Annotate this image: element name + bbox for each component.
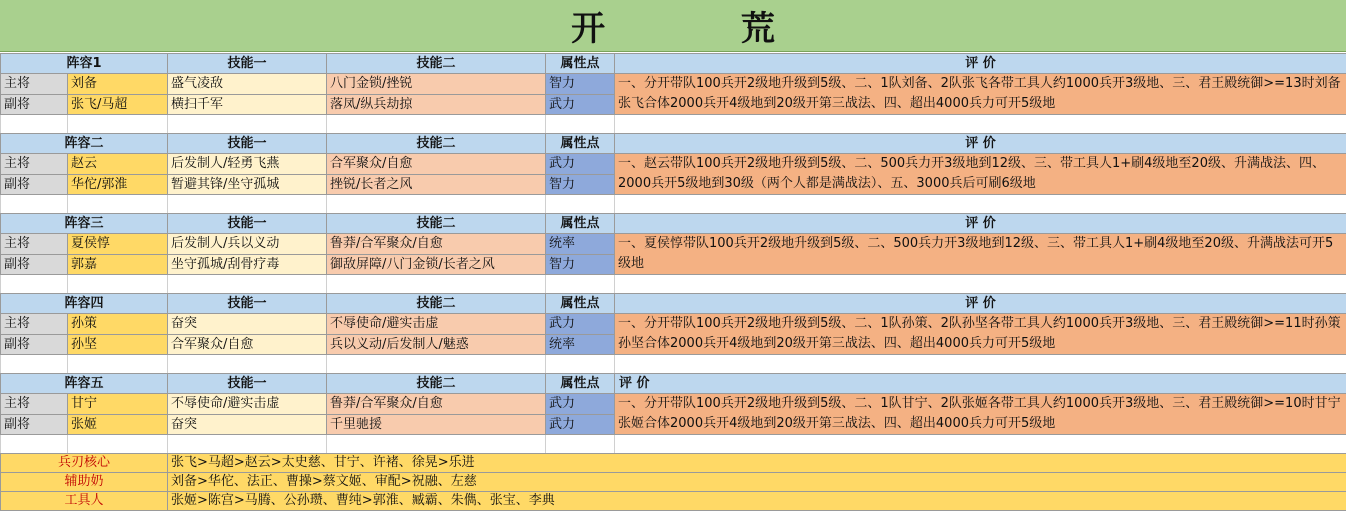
skill2-cell[interactable]: 合军聚众/自愈 xyxy=(327,154,546,175)
role-cell[interactable]: 副将 xyxy=(1,254,68,275)
empty-cell[interactable] xyxy=(327,275,546,294)
empty-cell[interactable] xyxy=(68,355,168,374)
empty-cell[interactable] xyxy=(615,355,1346,374)
lineup-name[interactable]: 阵容三 xyxy=(1,214,168,234)
empty-cell[interactable] xyxy=(168,355,327,374)
skill1-cell[interactable]: 横扫千军 xyxy=(168,94,327,115)
category-label[interactable]: 辅助奶 xyxy=(1,473,168,492)
spacer-row xyxy=(1,195,1346,214)
skill1-cell[interactable]: 合军聚众/自愈 xyxy=(168,334,327,355)
empty-cell[interactable] xyxy=(168,435,327,454)
attr-header[interactable]: 属性点 xyxy=(546,374,615,394)
lineup-name[interactable]: 阵容五 xyxy=(1,374,168,394)
attr-cell[interactable]: 智力 xyxy=(546,254,615,275)
empty-cell[interactable] xyxy=(327,355,546,374)
attr-header[interactable]: 属性点 xyxy=(546,134,615,154)
skill1-cell[interactable]: 不辱使命/避实击虚 xyxy=(168,394,327,415)
category-label[interactable]: 工具人 xyxy=(1,492,168,511)
general-row xyxy=(1,154,1346,175)
empty-cell[interactable] xyxy=(1,195,68,214)
attr-cell[interactable]: 武力 xyxy=(546,314,615,335)
skill1-cell[interactable]: 暂避其锋/坐守孤城 xyxy=(168,174,327,195)
attr-cell[interactable]: 统率 xyxy=(546,334,615,355)
role-cell[interactable]: 副将 xyxy=(1,94,68,115)
general-cell[interactable]: 夏侯惇 xyxy=(68,234,168,255)
category-value[interactable]: 刘备>华佗、法正、曹操>蔡文姬、审配>祝融、左慈 xyxy=(168,473,1346,492)
empty-cell[interactable] xyxy=(1,355,68,374)
role-cell[interactable]: 主将 xyxy=(1,234,68,255)
empty-cell[interactable] xyxy=(615,115,1346,134)
sheet-title: 开 荒 xyxy=(0,0,1346,52)
empty-cell[interactable] xyxy=(68,115,168,134)
role-cell[interactable]: 主将 xyxy=(1,74,68,95)
category-row xyxy=(1,454,1346,473)
skill1-header[interactable]: 技能一 xyxy=(168,134,327,154)
skill1-cell[interactable]: 坐守孤城/刮骨疗毒 xyxy=(168,254,327,275)
skill1-header[interactable]: 技能一 xyxy=(168,54,327,74)
category-row xyxy=(1,492,1346,511)
lineup-header-row xyxy=(1,294,1346,314)
lineup-header-row xyxy=(1,214,1346,234)
empty-cell[interactable] xyxy=(327,435,546,454)
general-cell[interactable]: 刘备 xyxy=(68,74,168,95)
empty-cell[interactable] xyxy=(1,115,68,134)
spacer-row xyxy=(1,115,1346,134)
eval-header[interactable]: 评 价 xyxy=(615,374,1346,394)
lineup-header-row xyxy=(1,374,1346,394)
empty-cell[interactable] xyxy=(168,275,327,294)
attr-header[interactable]: 属性点 xyxy=(546,294,615,314)
empty-cell[interactable] xyxy=(68,275,168,294)
skill2-cell[interactable]: 御敌屏障/八门金锁/长者之风 xyxy=(327,254,546,275)
lineup-table xyxy=(0,53,1346,511)
general-cell[interactable]: 张姬 xyxy=(68,414,168,435)
skill2-cell[interactable]: 八门金锁/挫锐 xyxy=(327,74,546,95)
spacer-row xyxy=(1,275,1346,294)
eval-cell[interactable]: 一、分开带队100兵开2级地升级到5级、二、1队孙策、2队孙坚各带工具人约1000兵开3级地、三、君王殿统御>=11时孙策孙坚合体2000兵开4级地到20级开第三战法、四、超出4000兵力可开5级地 xyxy=(615,314,1346,355)
skill1-header[interactable]: 技能一 xyxy=(168,374,327,394)
general-row xyxy=(1,394,1346,415)
skill2-cell[interactable]: 落凤/纵兵劫掠 xyxy=(327,94,546,115)
role-cell[interactable]: 副将 xyxy=(1,174,68,195)
eval-cell[interactable]: 一、赵云带队100兵开2级地升级到5级、二、500兵力开3级地到12级、三、带工具人1+刷4级地至20级、升满战法、四、2000兵开5级地到30级（两个人都是满战法）、五、3000兵后可刷6级地 xyxy=(615,154,1346,195)
category-value[interactable]: 张姬>陈宫>马腾、公孙瓒、曹纯>郭淮、臧霸、朱儁、张宝、李典 xyxy=(168,492,1346,511)
role-cell[interactable]: 主将 xyxy=(1,394,68,415)
empty-cell[interactable] xyxy=(68,435,168,454)
lineup-header-row xyxy=(1,134,1346,154)
attr-header[interactable]: 属性点 xyxy=(546,214,615,234)
eval-header[interactable]: 评 价 xyxy=(615,134,1346,154)
attr-cell[interactable]: 武力 xyxy=(546,94,615,115)
skill1-cell[interactable]: 盛气凌敌 xyxy=(168,74,327,95)
general-cell[interactable]: 华佗/郭淮 xyxy=(68,174,168,195)
category-row xyxy=(1,473,1346,492)
general-cell[interactable]: 孙坚 xyxy=(68,334,168,355)
general-row xyxy=(1,314,1346,335)
lineup-name[interactable]: 阵容四 xyxy=(1,294,168,314)
eval-header[interactable]: 评 价 xyxy=(615,294,1346,314)
eval-cell[interactable]: 一、分开带队100兵开2级地升级到5级、二、1队甘宁、2队张姬各带工具人约1000兵开3级地、三、君王殿统御>=10时甘宁张姬合体2000兵开4级地到20级开第三战法、四、超出4000兵力可开5级地 xyxy=(615,394,1346,435)
skill1-cell[interactable]: 后发制人/兵以义动 xyxy=(168,234,327,255)
eval-cell[interactable]: 一、夏侯惇带队100兵开2级地升级到5级、二、500兵力开3级地到12级、三、带工具人1+刷4级地至20级、升满战法可开5级地 xyxy=(615,234,1346,275)
skill2-header[interactable]: 技能二 xyxy=(327,134,546,154)
spacer-row xyxy=(1,355,1346,374)
eval-header[interactable]: 评 价 xyxy=(615,214,1346,234)
general-cell[interactable]: 郭嘉 xyxy=(68,254,168,275)
attr-cell[interactable]: 武力 xyxy=(546,414,615,435)
empty-cell[interactable] xyxy=(68,195,168,214)
role-cell[interactable]: 主将 xyxy=(1,154,68,175)
skill1-cell[interactable]: 奋突 xyxy=(168,414,327,435)
spacer-row xyxy=(1,435,1346,454)
empty-cell[interactable] xyxy=(615,195,1346,214)
skill1-header[interactable]: 技能一 xyxy=(168,214,327,234)
empty-cell[interactable] xyxy=(327,115,546,134)
attr-header[interactable]: 属性点 xyxy=(546,54,615,74)
lineup-name[interactable]: 阵容1 xyxy=(1,54,168,74)
skill2-cell[interactable]: 鲁莽/合军聚众/自愈 xyxy=(327,234,546,255)
empty-cell[interactable] xyxy=(1,435,68,454)
category-label[interactable]: 兵刃核心 xyxy=(1,454,168,473)
empty-cell[interactable] xyxy=(546,115,615,134)
skill2-header[interactable]: 技能二 xyxy=(327,294,546,314)
role-cell[interactable]: 副将 xyxy=(1,334,68,355)
lineup-name[interactable]: 阵容二 xyxy=(1,134,168,154)
empty-cell[interactable] xyxy=(615,275,1346,294)
attr-cell[interactable]: 智力 xyxy=(546,174,615,195)
empty-cell[interactable] xyxy=(168,115,327,134)
skill2-header[interactable]: 技能二 xyxy=(327,54,546,74)
empty-cell[interactable] xyxy=(546,355,615,374)
empty-cell[interactable] xyxy=(168,195,327,214)
skill2-cell[interactable]: 挫锐/长者之风 xyxy=(327,174,546,195)
eval-header[interactable]: 评 价 xyxy=(615,54,1346,74)
general-cell[interactable]: 张飞/马超 xyxy=(68,94,168,115)
general-row xyxy=(1,234,1346,255)
skill1-cell[interactable]: 奋突 xyxy=(168,314,327,335)
skill2-cell[interactable]: 千里驰援 xyxy=(327,414,546,435)
skill2-cell[interactable]: 不辱使命/避实击虚 xyxy=(327,314,546,335)
general-row xyxy=(1,74,1346,95)
empty-cell[interactable] xyxy=(327,195,546,214)
skill2-cell[interactable]: 兵以义动/后发制人/魅惑 xyxy=(327,334,546,355)
general-cell[interactable]: 赵云 xyxy=(68,154,168,175)
skill1-header[interactable]: 技能一 xyxy=(168,294,327,314)
attr-cell[interactable]: 武力 xyxy=(546,394,615,415)
empty-cell[interactable] xyxy=(615,435,1346,454)
eval-cell[interactable]: 一、分开带队100兵开2级地升级到5级、二、1队刘备、2队张飞各带工具人约1000兵开3级地、三、君王殿统御>=13时刘备张飞合体2000兵开4级地到20级开第三战法、四、超出4000兵力可开5级地 xyxy=(615,74,1346,115)
category-value[interactable]: 张飞>马超>赵云>太史慈、甘宁、许褚、徐晃>乐进 xyxy=(168,454,1346,473)
lineup-header-row xyxy=(1,54,1346,74)
role-cell[interactable]: 副将 xyxy=(1,414,68,435)
general-cell[interactable]: 甘宁 xyxy=(68,394,168,415)
empty-cell[interactable] xyxy=(546,275,615,294)
skill2-header[interactable]: 技能二 xyxy=(327,214,546,234)
role-cell[interactable]: 主将 xyxy=(1,314,68,335)
general-cell[interactable]: 孙策 xyxy=(68,314,168,335)
attr-cell[interactable]: 统率 xyxy=(546,234,615,255)
skill1-cell[interactable]: 后发制人/轻勇飞燕 xyxy=(168,154,327,175)
skill2-cell[interactable]: 鲁莽/合军聚众/自愈 xyxy=(327,394,546,415)
empty-cell[interactable] xyxy=(1,275,68,294)
skill2-header[interactable]: 技能二 xyxy=(327,374,546,394)
empty-cell[interactable] xyxy=(546,435,615,454)
attr-cell[interactable]: 智力 xyxy=(546,74,615,95)
empty-cell[interactable] xyxy=(546,195,615,214)
attr-cell[interactable]: 武力 xyxy=(546,154,615,175)
